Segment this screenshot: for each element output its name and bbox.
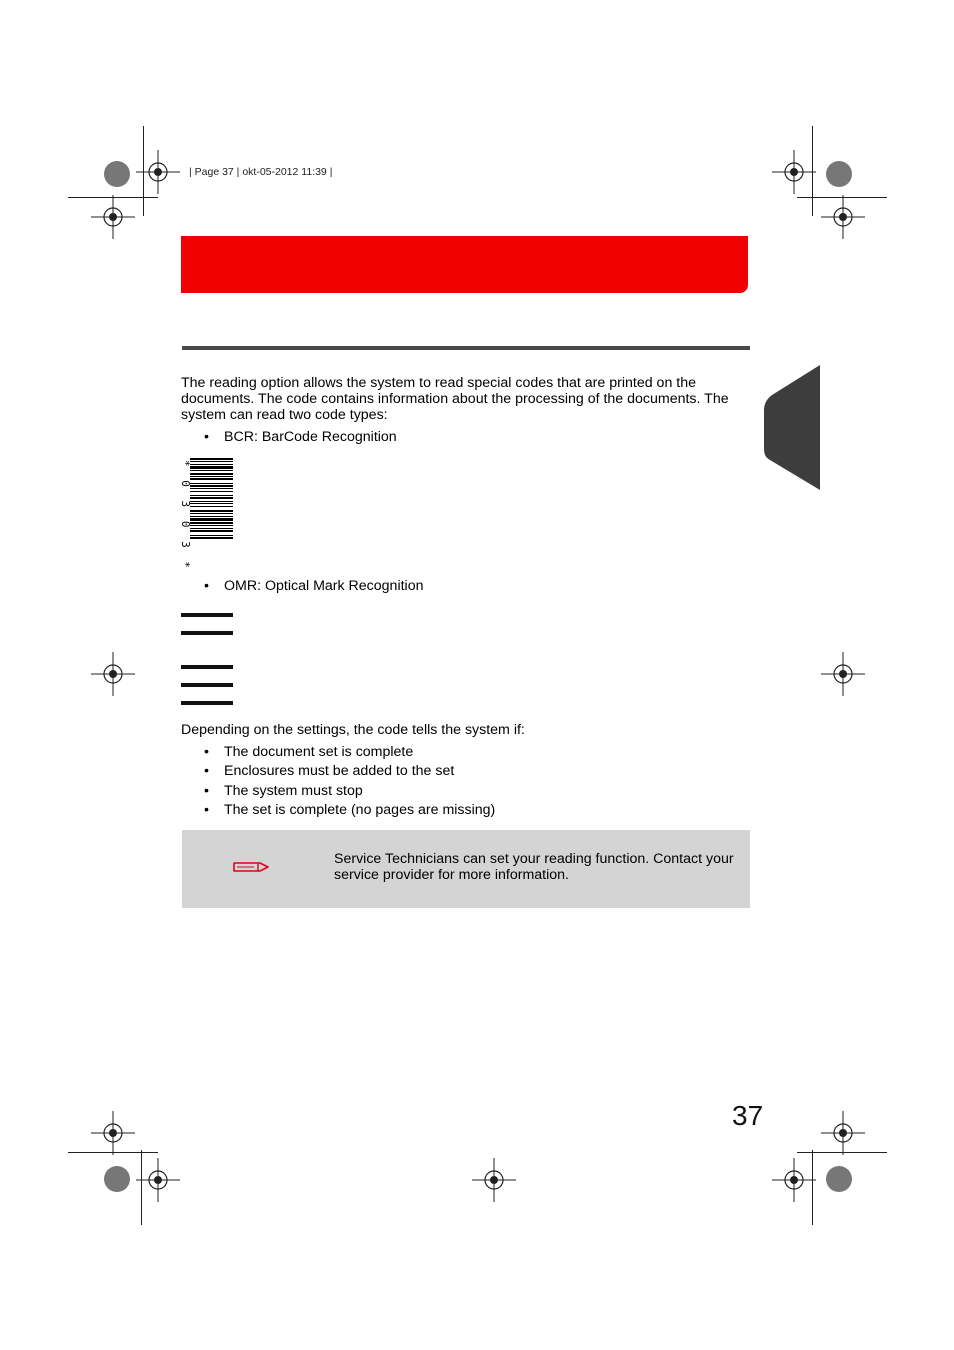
registration-dot-icon [824,1164,854,1194]
page-number: 37 [732,1100,764,1131]
list-item-label: OMR: Optical Mark Recognition [224,578,424,594]
registration-crosshair-icon [136,150,180,194]
barcode-bar [190,464,233,465]
registration-dot-icon [102,1164,132,1194]
barcode-bar [190,495,233,496]
registration-crosshair-icon [472,1158,516,1202]
registration-dot-icon [824,159,854,189]
barcode-bar [190,522,233,524]
barcode-bar [190,470,233,471]
barcode-bar [190,525,233,526]
barcode-bar [190,530,233,532]
omr-mark [181,701,233,705]
list-item-label: The document set is complete [224,744,414,760]
barcode-bar [190,506,233,507]
omr-mark [181,665,233,669]
barcode-caption: *0303* [179,460,192,568]
barcode-bar [190,518,233,521]
list-item: • The set is complete (no pages are missing) [204,802,496,818]
list-item: • Enclosures must be added to the set [204,763,455,779]
list-item-label: BCR: BarCode Recognition [224,429,397,445]
section-divider [182,346,750,350]
chapter-banner [181,236,748,293]
barcode-bar [190,491,233,492]
registration-crosshair-icon [91,1111,135,1155]
registration-crosshair-icon [91,652,135,696]
barcode-bar [190,488,233,489]
barcode-bar [190,501,233,502]
registration-crosshair-icon [136,1158,180,1202]
list-item: • OMR: Optical Mark Recognition [204,578,424,594]
list-item: • The system must stop [204,783,363,799]
intro-paragraph: The reading option allows the system to read special codes that are printed on the documents. The code contains information about the processing of the documents. The system can read two code types: [181,375,729,423]
barcode-bar [190,513,233,514]
barcode-sample [179,458,235,570]
registration-crosshair-icon [821,195,865,239]
registration-crosshair-icon [772,150,816,194]
barcode-bar [190,516,233,517]
barcode-bar [190,473,233,475]
registration-crosshair-icon [91,195,135,239]
list-item-label: Enclosures must be added to the set [224,763,455,779]
barcode-bar [190,503,233,504]
note-text: Service Technicians can set your reading function. Contact your service provider for more information. [334,851,734,883]
omr-mark [181,631,233,635]
barcode-bar [190,478,233,480]
registration-crosshair-icon [821,1111,865,1155]
barcode-bar [190,528,233,529]
list-item: • BCR: BarCode Recognition [204,429,397,445]
omr-mark [181,613,233,617]
barcode-bar [190,483,233,484]
barcode-bar [190,466,233,469]
chapter-side-tab [764,365,820,490]
barcode-bar [190,458,233,460]
list-item-label: The system must stop [224,783,363,799]
barcode-bar [190,476,233,477]
omr-mark [181,683,233,687]
barcode-bar [190,497,233,499]
barcode-bar [190,485,233,487]
settings-paragraph: Depending on the settings, the code tells the system if: [181,722,525,738]
registration-crosshair-icon [821,652,865,696]
barcode-bar [190,461,233,462]
barcode-bar [190,510,233,512]
list-item: • The document set is complete [204,744,414,760]
barcode-bar [190,537,233,539]
pencil-icon [232,857,270,877]
barcode-bar [190,535,233,536]
page-header-meta: | Page 37 | okt-05-2012 11:39 | [189,166,333,178]
list-item-label: The set is complete (no pages are missing) [224,802,496,818]
registration-crosshair-icon [772,1158,816,1202]
registration-dot-icon [102,159,132,189]
